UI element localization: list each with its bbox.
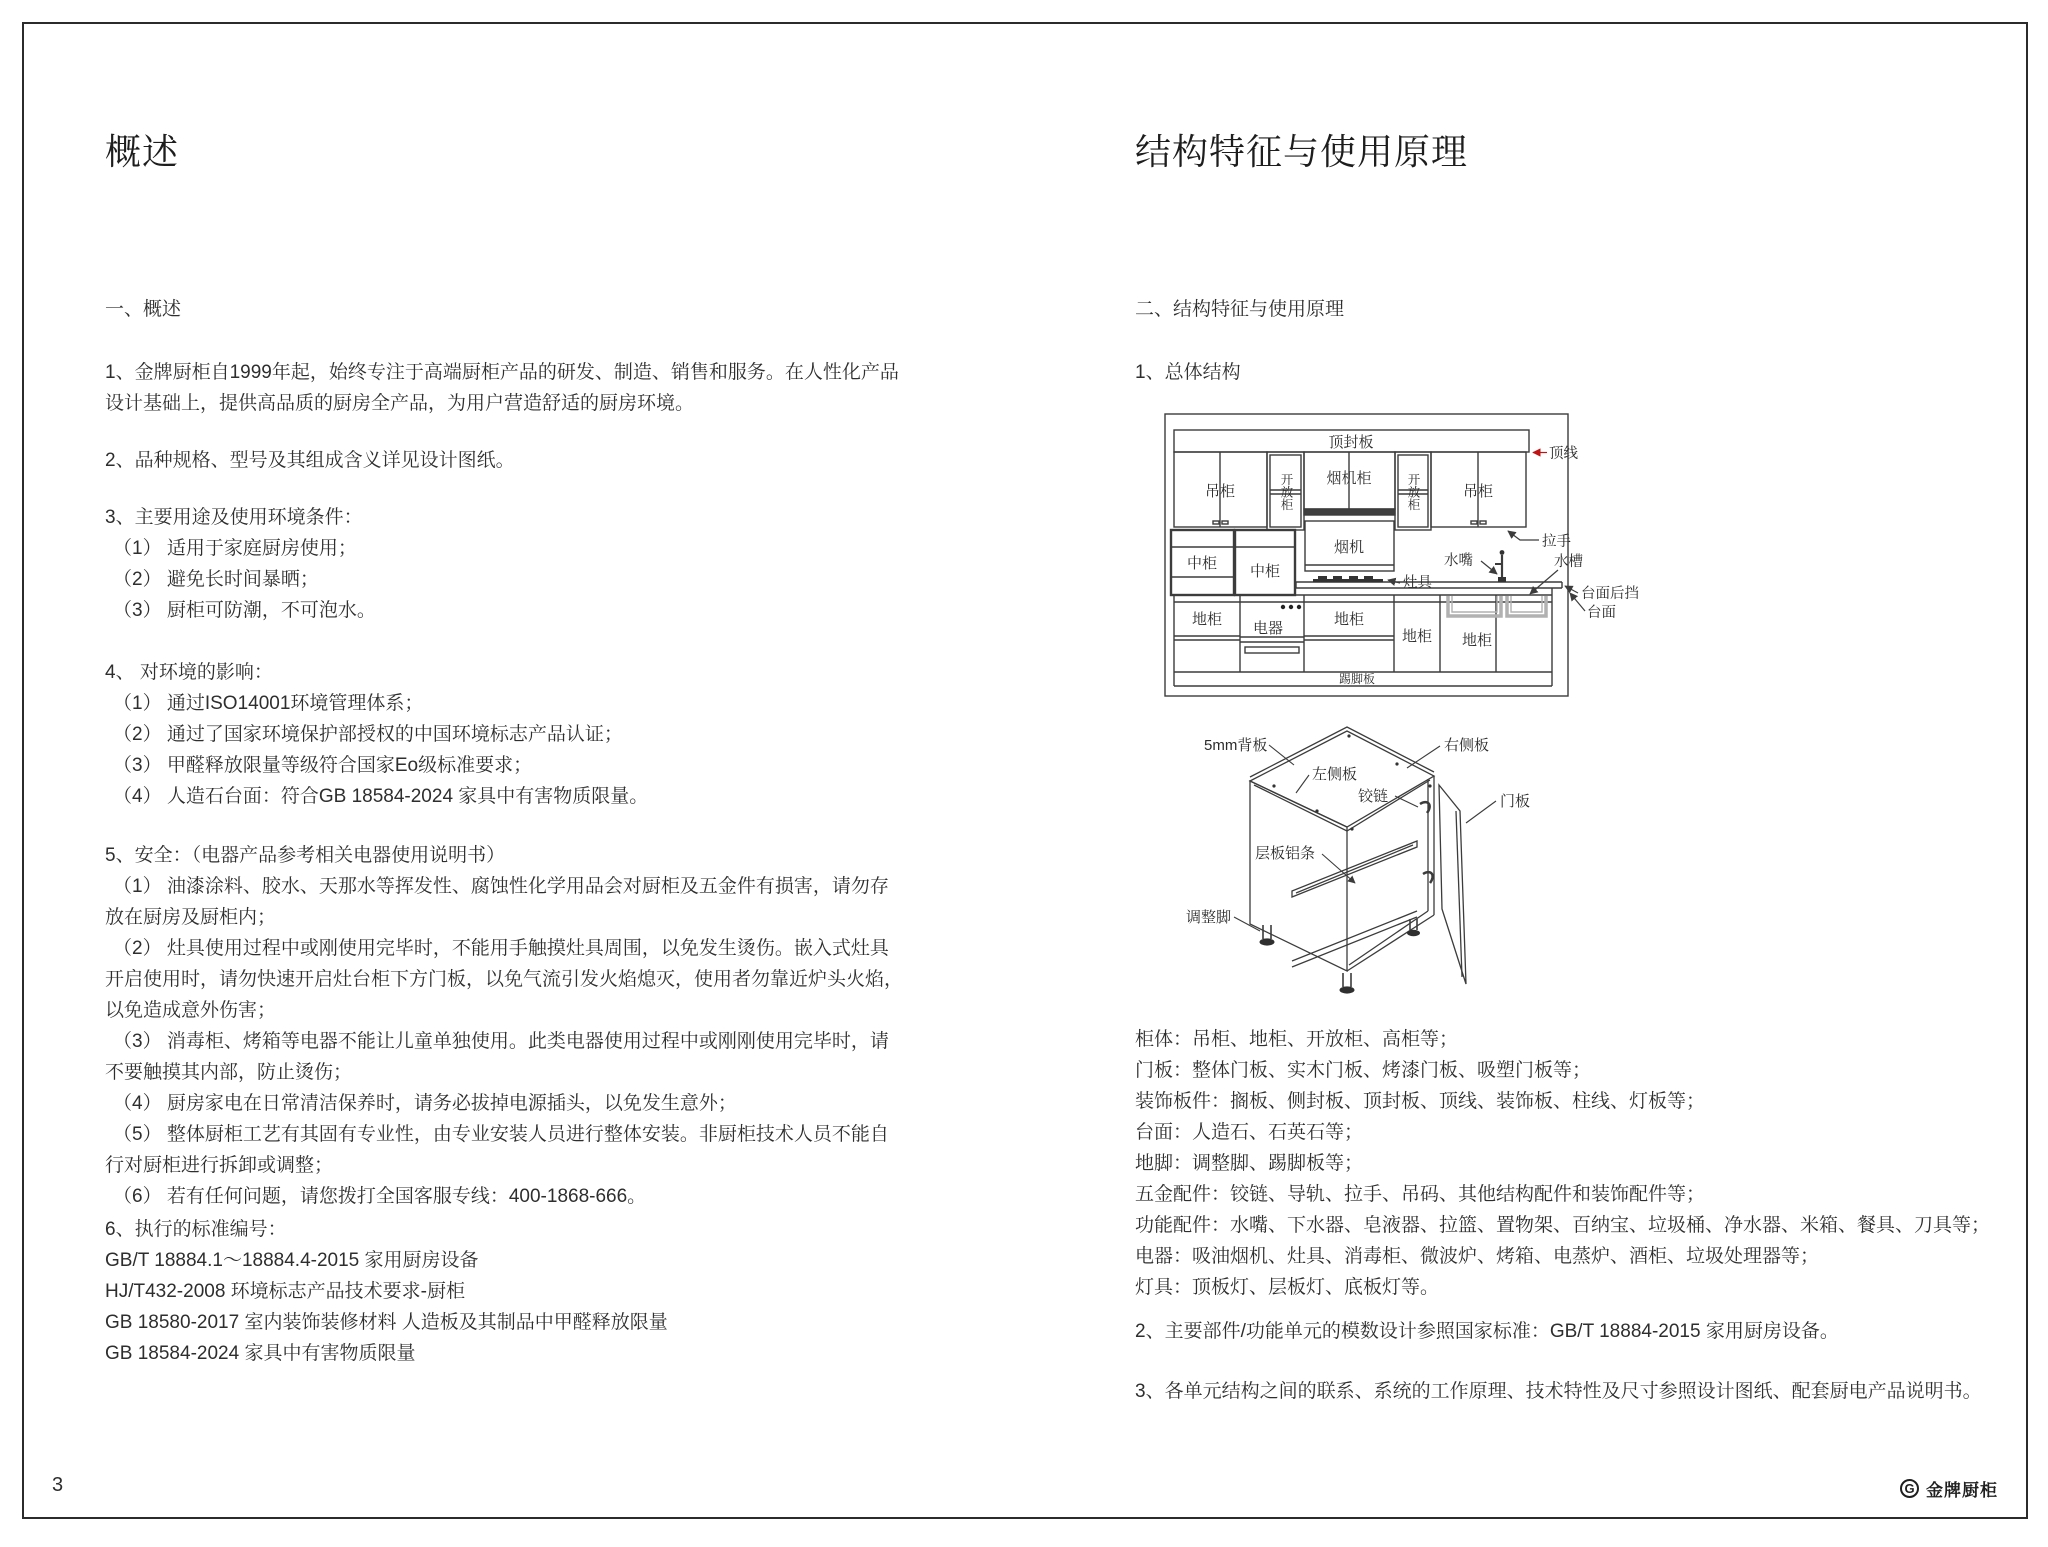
list-line: 台面：人造石、石英石等； bbox=[1135, 1122, 1364, 1143]
label-base-cabinet-4: 地柜 bbox=[1461, 632, 1493, 649]
body-line: 2、品种规格、型号及其组成含义详见设计图纸。 bbox=[105, 450, 515, 471]
body-line: 4、 对环境的影响： bbox=[105, 662, 273, 683]
body-line: （2） 灶具使用过程中或刚使用完毕时，不能用手触摸灶具周围，以免发生烫伤。嵌入式灶具开启使用时，请勿快速开启灶台柜下方门板，以免气流引发火焰熄灭，使用者勿靠近炉头火焰，以免造成意外伤害； bbox=[105, 938, 904, 1021]
hinge-shapes bbox=[1420, 802, 1433, 883]
label-crown-line: 顶线 bbox=[1549, 446, 1578, 462]
body-line: （2） 通过了国家环境保护部授权的中国环境标志产品认证； bbox=[113, 724, 623, 745]
label-base-cabinet-3: 地柜 bbox=[1401, 628, 1433, 645]
body-line: （1） 通过ISO14001环境管理体系； bbox=[113, 693, 424, 714]
list-line: 电器：吸油烟机、灶具、消毒柜、微波炉、烤箱、电蒸炉、酒柜、垃圾处理器等； bbox=[1135, 1246, 1820, 1267]
label-base-cabinet-1: 地柜 bbox=[1191, 611, 1223, 628]
list-line: 灯具：顶板灯、层板灯、底板灯等。 bbox=[1135, 1277, 1440, 1298]
label-countertop: 台面 bbox=[1587, 605, 1616, 621]
paragraph-block-2 bbox=[105, 445, 905, 476]
body-line: 3、各单元结构之间的联系、系统的工作原理、技术特性及尺寸参照设计图纸、配套厨电产品说明书。 bbox=[1135, 1381, 1982, 1402]
list-line: 地脚：调整脚、踢脚板等； bbox=[1135, 1153, 1364, 1174]
label-left-panel: 左侧板 bbox=[1312, 766, 1358, 783]
body-line: （6） 若有任何问题，请您拨打全国客服专线：400-1868-666。 bbox=[113, 1186, 647, 1207]
label-wall-cabinet-right: 吊柜 bbox=[1462, 483, 1494, 500]
manual-page bbox=[22, 22, 2028, 1519]
label-faucet: 水嘴 bbox=[1444, 553, 1473, 569]
faucet-shape bbox=[1495, 550, 1506, 582]
paragraph-block-1 bbox=[105, 357, 905, 419]
label-backsplash: 台面后挡 bbox=[1581, 586, 1639, 602]
paragraph-block-3 bbox=[105, 502, 905, 626]
label-range-hood: 烟机 bbox=[1333, 539, 1365, 556]
body-line: 5、安全：（电器产品参考相关电器使用说明书） bbox=[105, 845, 506, 866]
section-heading: 一、概述 bbox=[105, 299, 182, 320]
body-line: （5） 整体厨柜工艺有其固有专业性，由专业安装人员进行整体安装。非厨柜技术人员不能自行对厨柜进行拆卸或调整； bbox=[105, 1124, 889, 1176]
body-line: GB/T 18884.1～18884.4-2015 家用厨房设备 bbox=[105, 1250, 479, 1271]
door-panel-shape bbox=[1439, 785, 1466, 984]
brand-name: 金牌厨柜 bbox=[1926, 1481, 1998, 1500]
label-base-cabinet-2: 地柜 bbox=[1333, 611, 1365, 628]
cooktop-shape bbox=[1313, 576, 1383, 583]
label-back-panel: 5mm背板 bbox=[1204, 737, 1268, 754]
paragraph-block-5 bbox=[105, 840, 905, 1212]
page-title-overview: 概述 bbox=[105, 131, 180, 172]
label-adjustable-feet: 调整脚 bbox=[1186, 909, 1232, 926]
list-line: 柜体：吊柜、地柜、开放柜、高柜等； bbox=[1135, 1029, 1459, 1050]
label-mid-cabinet-right: 中柜 bbox=[1249, 563, 1281, 580]
body-line: 1、金牌厨柜自1999年起，始终专注于高端厨柜产品的研发、制造、销售和服务。在人性化产品设计基础上，提供高品质的厨房全产品，为用户营造舒适的厨房环境。 bbox=[105, 362, 899, 414]
body-line: （3） 厨柜可防潮，不可泡水。 bbox=[113, 600, 376, 621]
list-line: 功能配件：水嘴、下水器、皂液器、拉篮、置物架、百纳宝、垃圾桶、净水器、米箱、餐具、刀具等； bbox=[1135, 1215, 1991, 1236]
label-mid-cabinet-left: 中柜 bbox=[1186, 555, 1218, 572]
elevation-outer-frame bbox=[1165, 414, 1568, 696]
adjustable-feet-shapes bbox=[1260, 919, 1421, 994]
body-line: （1） 油漆涂料、胶水、天那水等挥发性、腐蚀性化学用品会对厨柜及五金件有损害，请勿存放在厨房及厨柜内； bbox=[105, 876, 889, 928]
body-line: （2） 避免长时间暴晒； bbox=[113, 569, 319, 590]
label-wall-cabinet-left: 吊柜 bbox=[1204, 483, 1236, 500]
list-line: 门板：整体门板、实木门板、烤漆门板、吸塑门板等； bbox=[1135, 1060, 1592, 1081]
sink-bowls bbox=[1448, 596, 1546, 616]
body-line: GB 18584-2024 家具中有害物质限量 bbox=[105, 1343, 416, 1364]
body-line: GB 18580-2017 室内装饰装修材料 人造板及其制品中甲醛释放限量 bbox=[105, 1312, 668, 1333]
body-line: 6、执行的标准编号： bbox=[105, 1219, 287, 1240]
label-door-panel: 门板 bbox=[1500, 793, 1531, 810]
body-line: （4） 人造石台面：符合GB 18584-2024 家具中有害物质限量。 bbox=[113, 786, 649, 807]
body-line: （1） 适用于家庭厨房使用； bbox=[113, 538, 357, 559]
bottom-panel-edge bbox=[1292, 911, 1417, 967]
label-top-seal-board: 顶封板 bbox=[1328, 434, 1374, 451]
subsection-heading: 1、总体结构 bbox=[1135, 362, 1241, 383]
paragraph-block-4 bbox=[105, 657, 905, 812]
list-line: 装饰板件：搁板、侧封板、顶封板、顶线、装饰板、柱线、灯板等； bbox=[1135, 1091, 1706, 1112]
label-hinge: 铰链 bbox=[1358, 788, 1389, 805]
cabinet-isometric-diagram bbox=[1152, 719, 1582, 1019]
label-open-cabinet-left: 开放柜 bbox=[1279, 473, 1293, 511]
list-line: 五金配件：铰链、导轨、拉手、吊码、其他结构配件和装饰配件等； bbox=[1135, 1184, 1706, 1205]
page-number: 3 bbox=[52, 1474, 64, 1496]
brand-logo bbox=[1900, 1476, 1998, 1501]
label-hood-cabinet: 烟机柜 bbox=[1326, 470, 1372, 487]
label-appliance: 电器 bbox=[1252, 620, 1284, 637]
body-line: （3） 消毒柜、烤箱等电器不能让儿童单独使用。此类电器使用过程中或刚刚使用完毕时，请不要触摸其内部，防止烫伤； bbox=[105, 1031, 889, 1083]
label-kickboard: 踢脚板 bbox=[1338, 672, 1376, 686]
body-line: 3、主要用途及使用环境条件： bbox=[105, 507, 363, 528]
cabinet-opening bbox=[1347, 776, 1434, 971]
label-handle: 拉手 bbox=[1542, 534, 1571, 550]
label-sink: 水槽 bbox=[1554, 554, 1583, 570]
label-cooktop: 灶具 bbox=[1403, 575, 1432, 591]
g-badge-icon: G bbox=[1900, 1479, 1919, 1498]
body-line: （3） 甲醛释放限量等级符合国家Eo级标准要求； bbox=[113, 755, 533, 776]
body-line: （4） 厨房家电在日常清洁保养时，请务必拔掉电源插头，以免发生意外； bbox=[113, 1093, 737, 1114]
body-line: HJ/T432-2008 环境标志产品技术要求-厨柜 bbox=[105, 1281, 466, 1302]
kitchen-elevation-diagram bbox=[1157, 409, 1657, 709]
label-shelf-alu-strip: 层板铝条 bbox=[1255, 845, 1316, 862]
label-open-cabinet-right: 开放柜 bbox=[1406, 473, 1420, 511]
body-line: 2、主要部件/功能单元的模数设计参照国家标准：GB/T 18884-2015 家用厨房设备。 bbox=[1135, 1321, 1839, 1342]
section-heading: 二、结构特征与使用原理 bbox=[1135, 299, 1345, 320]
paragraph-block-6 bbox=[105, 1214, 905, 1369]
components-list bbox=[1135, 1024, 2015, 1303]
label-right-panel: 右侧板 bbox=[1444, 737, 1490, 754]
page-title-structure: 结构特征与使用原理 bbox=[1135, 131, 1469, 172]
